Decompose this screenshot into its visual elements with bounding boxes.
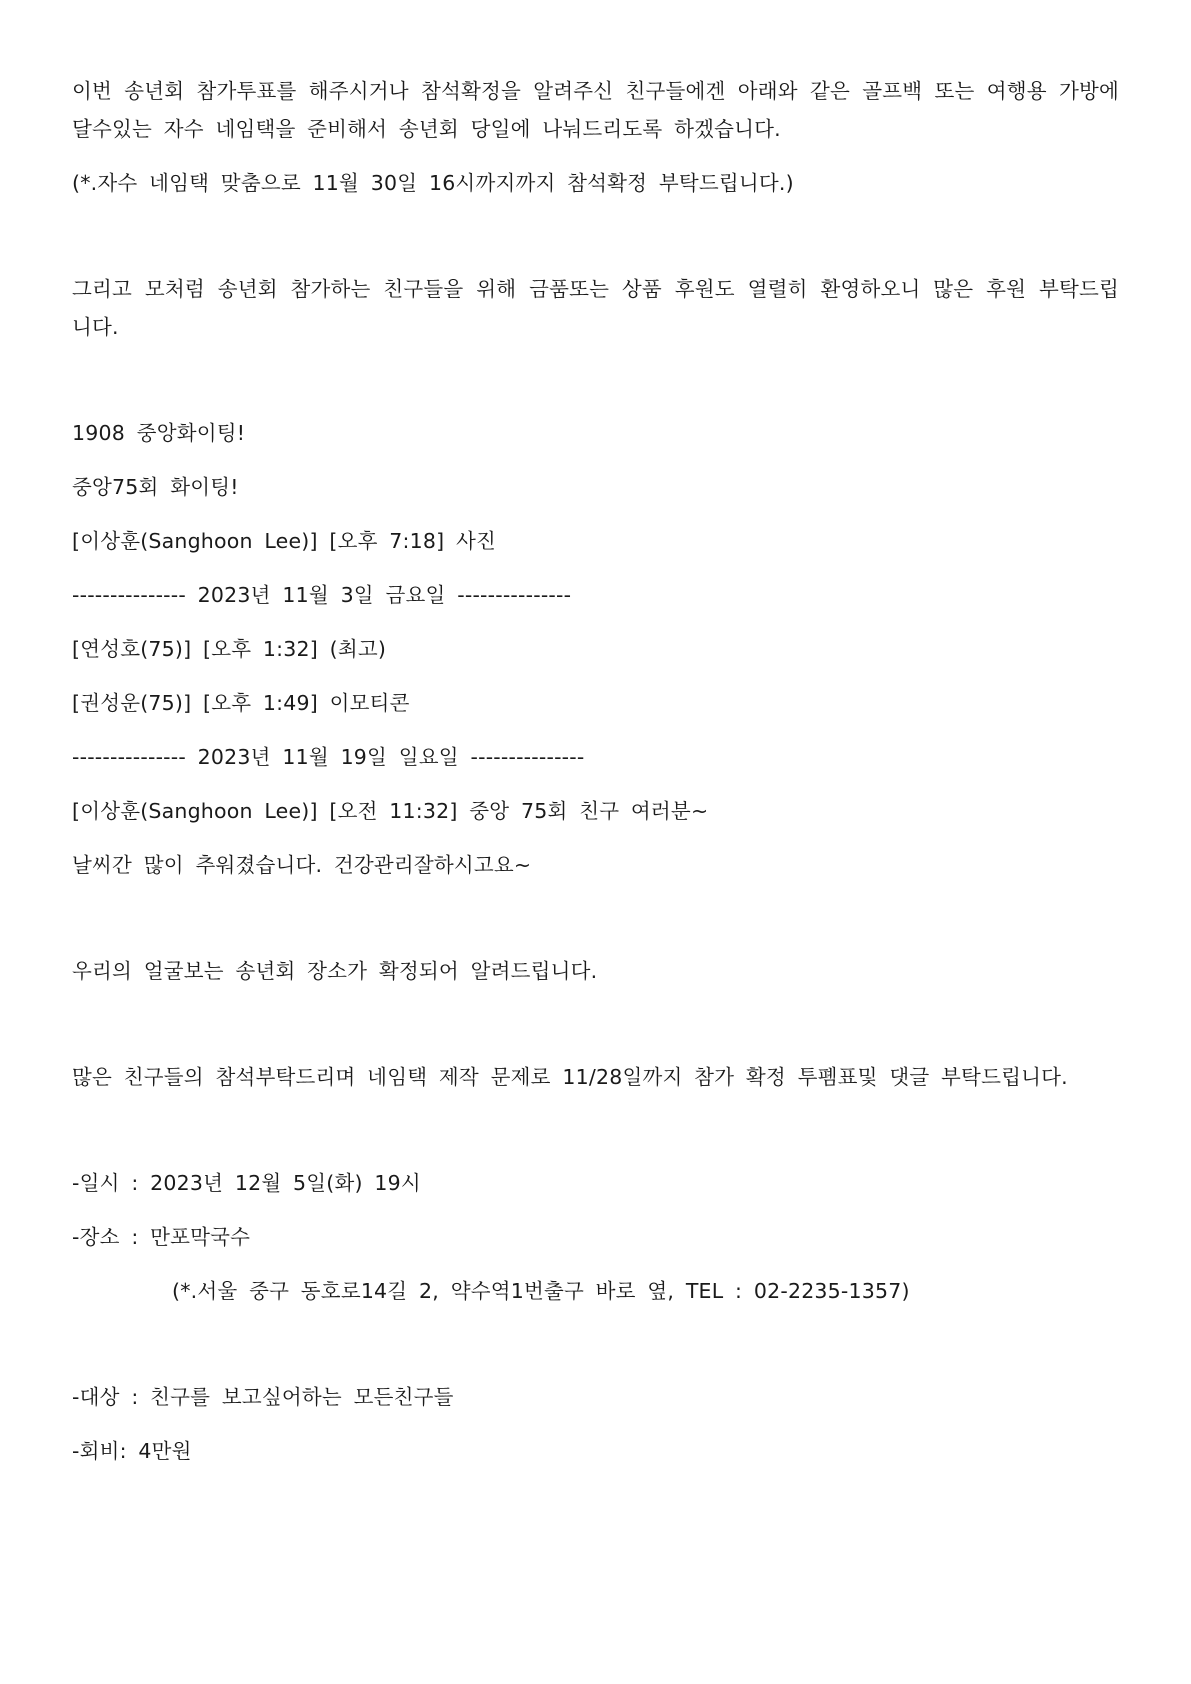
chat-date-divider: --------------- 2023년 11월 19일 일요일 --------------- (72, 745, 585, 769)
venue-announcement: 우리의 얼굴보는 송년회 장소가 확정되어 알려드립니다. (72, 959, 598, 983)
cheer-line: 중앙75회 화이팅! (72, 475, 239, 499)
sponsorship-paragraph: 그리고 모처럼 송년회 참가하는 친구들을 위해 금품또는 상품 후원도 열렬히 환영하오니 많은 후원 부탁드립니다. (72, 277, 1119, 339)
chat-message: [연성호(75)] [오후 1:32] (최고) (72, 637, 387, 661)
nametag-deadline-note: (*.자수 네임택 맞춤으로 11월 30일 16시까지까지 참석확정 부탁드립니다.) (72, 171, 794, 195)
chat-message: 날씨간 많이 추워졌습니다. 건강관리잘하시고요~ (72, 853, 532, 877)
rsvp-request: 많은 친구들의 참석부탁드리며 네임택 제작 문제로 11/28일까지 참가 확정 투폠표및 댓글 부탁드립니다. (72, 1065, 1068, 1089)
event-address: (*.서울 중구 동호로14길 2, 약수역1번출구 바로 옆, TEL : 02-2235-1357) (172, 1279, 910, 1303)
cheer-line: 1908 중앙화이팅! (72, 421, 246, 445)
event-place: -장소 : 만포막국수 (72, 1225, 251, 1249)
chat-date-divider: --------------- 2023년 11월 3일 금요일 --------------- (72, 583, 572, 607)
event-date: -일시 : 2023년 12월 5일(화) 19시 (72, 1171, 421, 1195)
intro-paragraph: 이번 송년회 참가투표를 해주시거나 참석확정을 알려주신 친구들에겐 아래와 같은 골프백 또는 여행용 가방에 달수있는 자수 네임택을 준비해서 송년회 당일에 나눠드리도록 하겠습니다. (72, 79, 1131, 141)
event-target: -대상 : 친구를 보고싶어하는 모든친구들 (72, 1385, 454, 1409)
event-fee: -회비: 4만원 (72, 1439, 192, 1463)
chat-message: [권성운(75)] [오후 1:49] 이모티콘 (72, 691, 410, 715)
chat-message: [이상훈(Sanghoon Lee)] [오전 11:32] 중앙 75회 친구 여러분~ (72, 799, 709, 823)
document-page (72, 72, 1131, 1470)
chat-message: [이상훈(Sanghoon Lee)] [오후 7:18] 사진 (72, 529, 497, 553)
